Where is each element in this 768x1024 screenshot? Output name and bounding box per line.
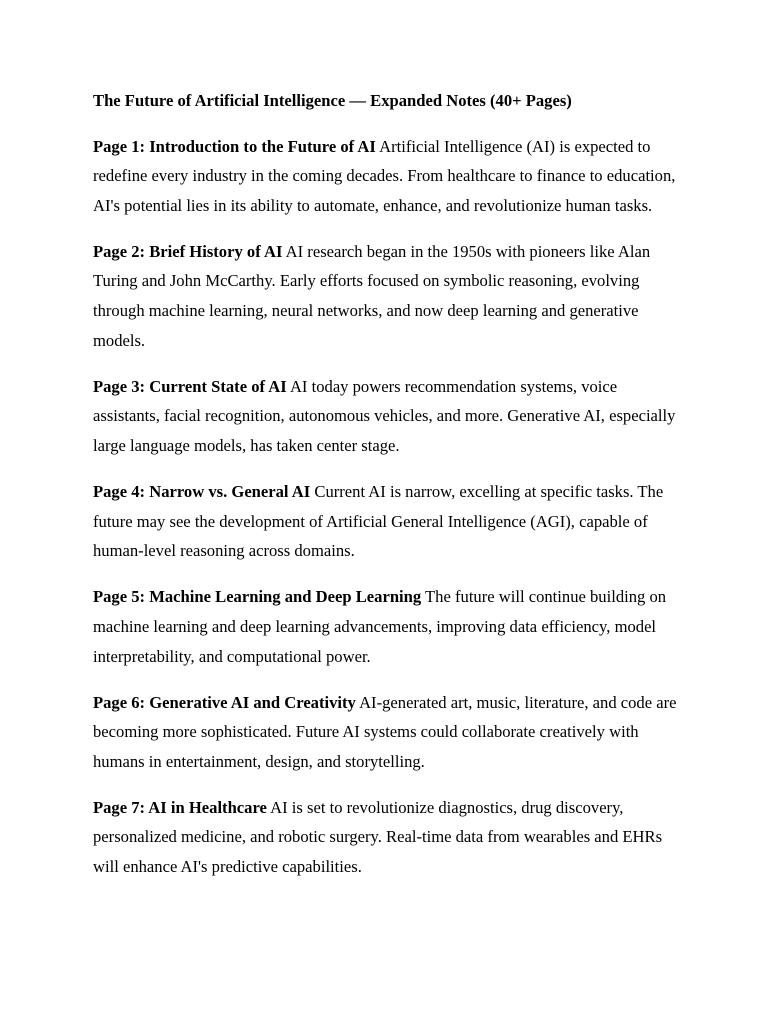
section-page-1 — [93, 132, 683, 221]
document-title: The Future of Artificial Intelligence — Expanded Notes (40+ Pages) — [93, 91, 572, 110]
section-heading: Page 5: Machine Learning and Deep Learning — [93, 587, 422, 607]
document-page — [93, 86, 683, 898]
section-heading: Page 4: Narrow vs. General AI — [93, 482, 311, 502]
section-heading: Page 3: Current State of AI — [93, 376, 287, 396]
section-page-6 — [93, 688, 683, 777]
section-body: AI-generated art, music, literature, and code are becoming more sophisticated. Future AI systems could collaborate creatively with humans in entertainment, design, and storytelling. — [93, 692, 677, 771]
section-page-4 — [93, 477, 683, 566]
section-body: AI research began in the 1950s with pioneers like Alan Turing and John McCarthy. Early efforts focused on symbolic reasoning, evolving through machine learning, neural networks, and now deep learning and generative models. — [93, 241, 651, 350]
section-page-5 — [93, 582, 683, 671]
section-page-7 — [93, 793, 683, 882]
section-body: The future will continue building on machine learning and deep learning advancements, improving data efficiency, model interpretability, and computational power. — [93, 587, 667, 666]
section-page-3 — [93, 372, 683, 461]
section-body: Artificial Intelligence (AI) is expected to redefine every industry in the coming decades. From healthcare to finance to education, AI's potential lies in its ability to automate, enhance, and revolutionize human tasks. — [93, 136, 676, 215]
section-heading: Page 7: AI in Healthcare — [93, 797, 267, 817]
section-heading: Page 1: Introduction to the Future of AI — [93, 136, 376, 156]
section-page-2 — [93, 237, 683, 355]
section-body: AI is set to revolutionize diagnostics, drug discovery, personalized medicine, and robotic surgery. Real-time data from wearables and EHRs will enhance AI's predictive capabilities. — [93, 797, 663, 877]
section-heading: Page 2: Brief History of AI — [93, 241, 283, 261]
section-body: Current AI is narrow, excelling at specific tasks. The future may see the development of Artificial General Intelligence (AGI), capable of human-level reasoning across domains. — [93, 482, 664, 561]
section-heading: Page 6: Generative AI and Creativity — [93, 692, 356, 712]
section-body: AI today powers recommendation systems, voice assistants, facial recognition, autonomous vehicles, and more. Generative AI, especially large language models, has taken center stage. — [93, 376, 676, 455]
